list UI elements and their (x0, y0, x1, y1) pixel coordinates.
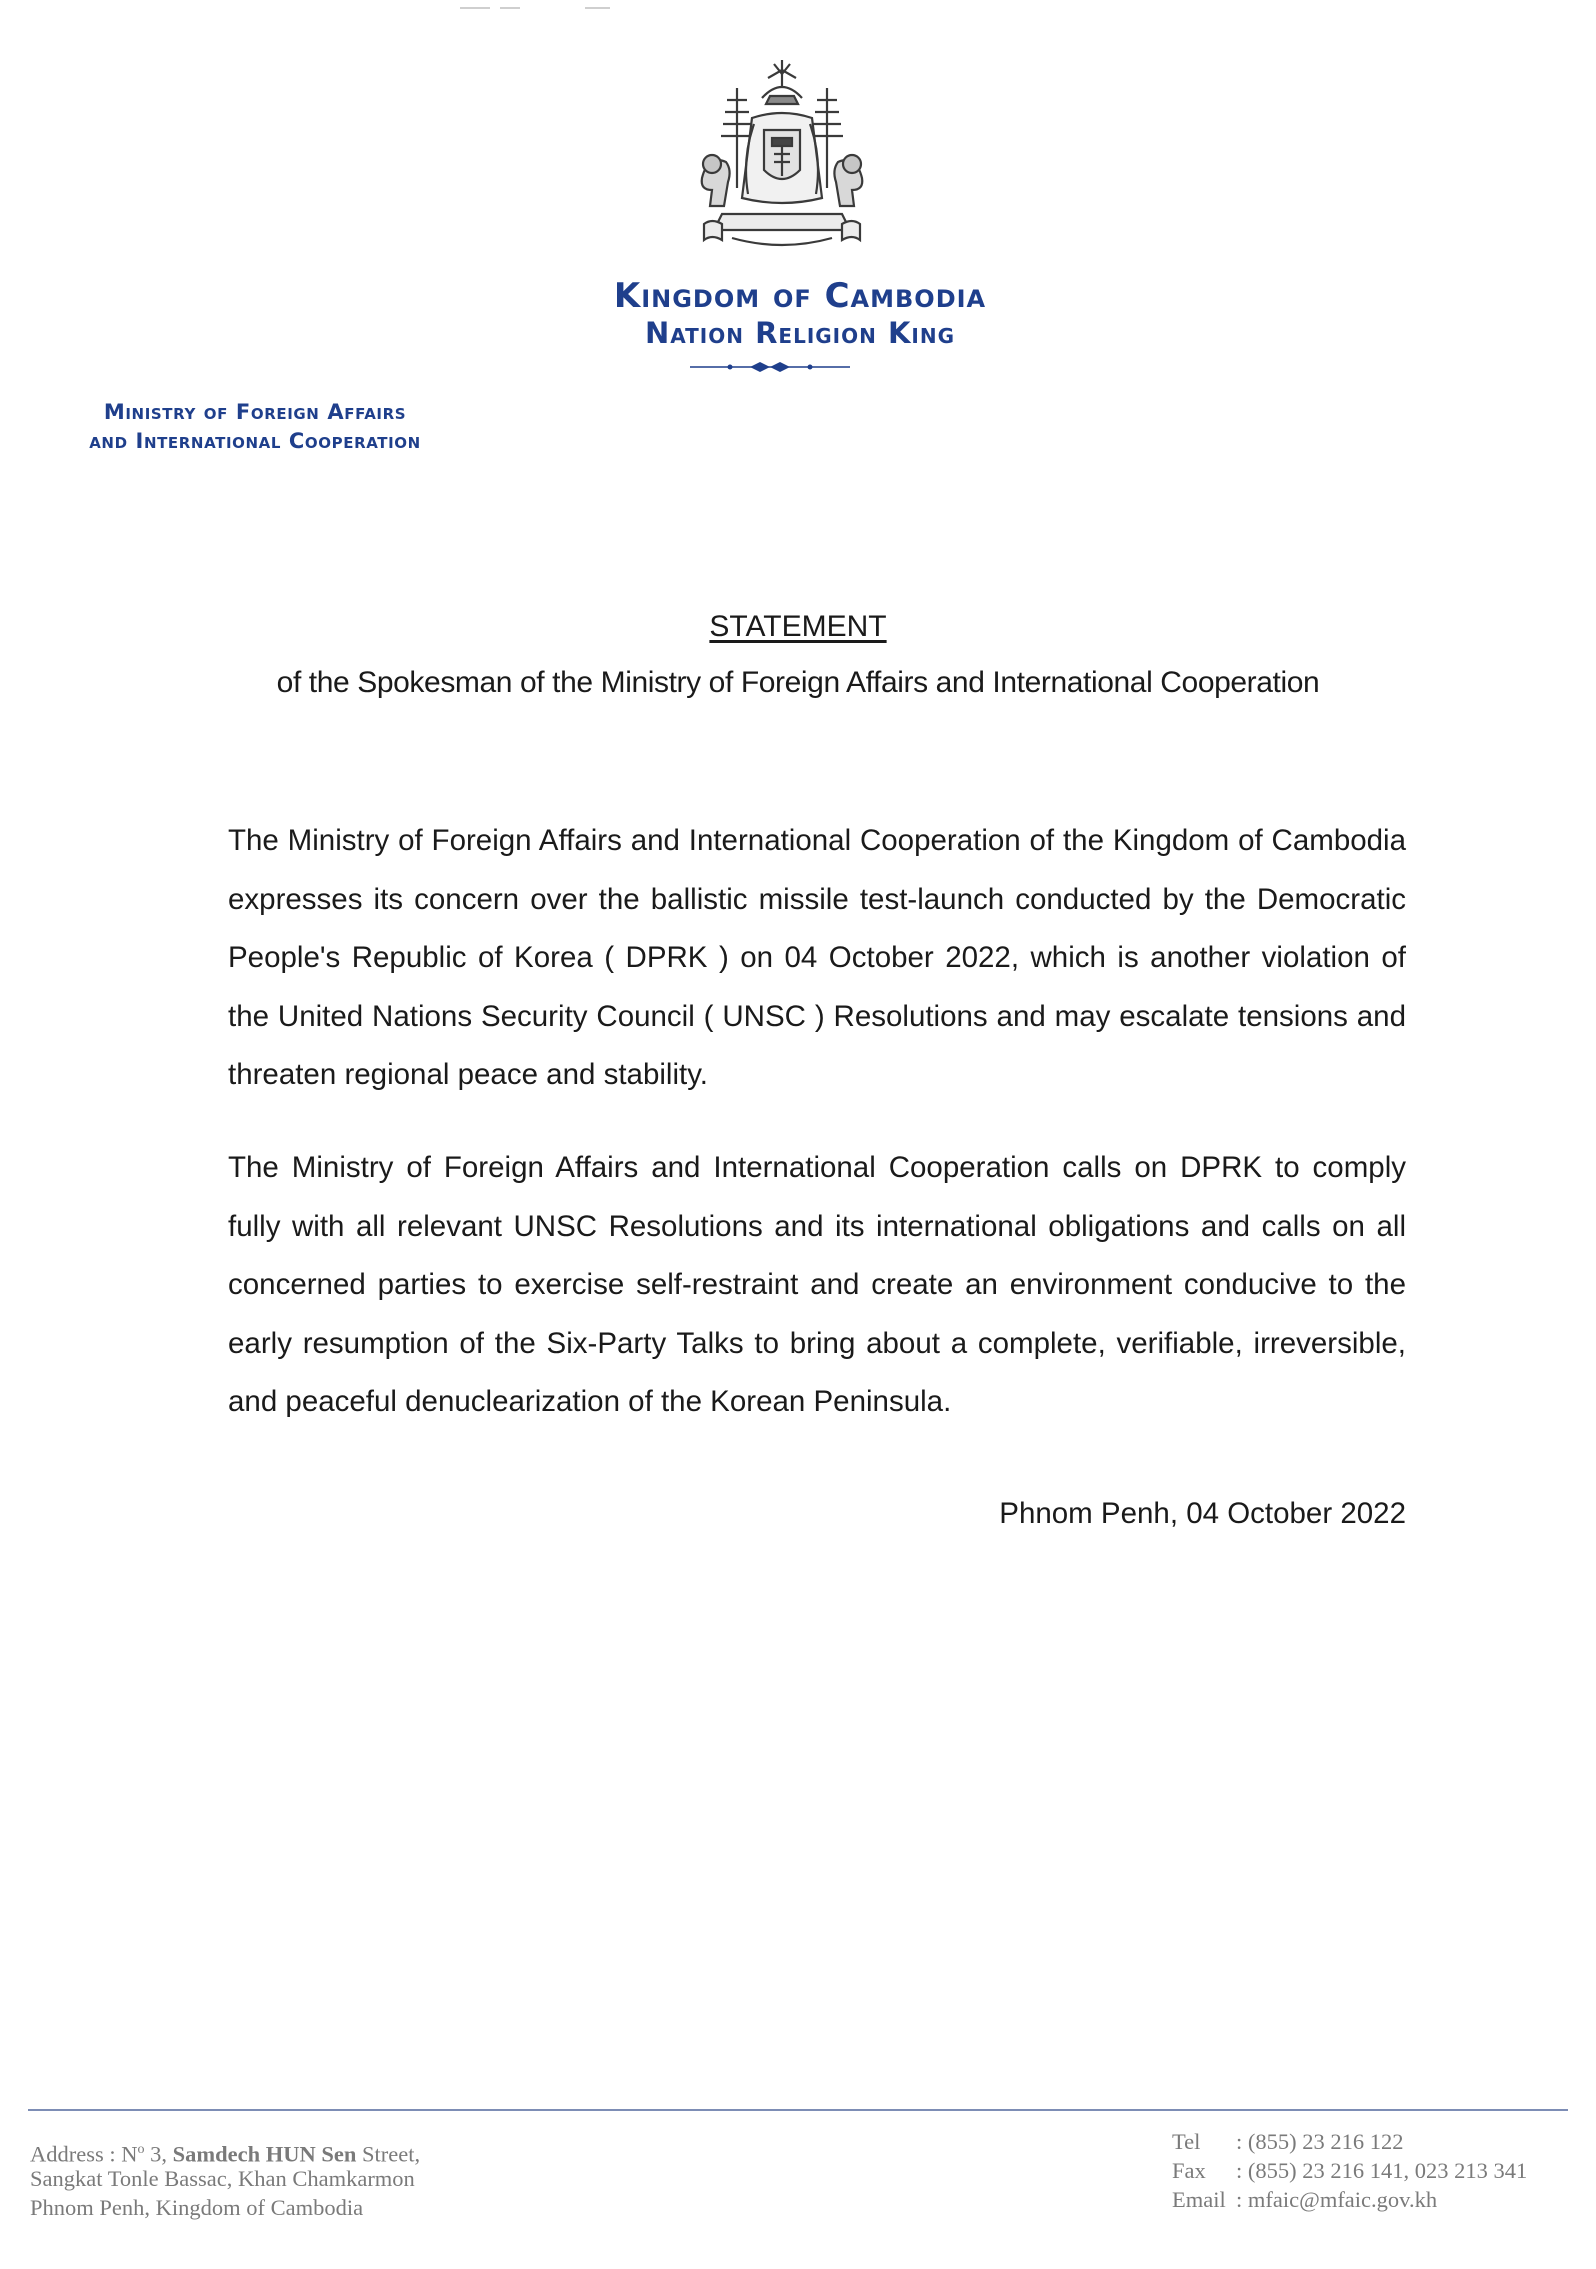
fax-value: : (855) 23 216 141, 023 213 341 (1236, 2158, 1528, 2183)
address-number-sup: o (137, 2142, 145, 2157)
statement-subtitle: of the Spokesman of the Ministry of Foreign Affairs and International Cooperation (276, 666, 1320, 699)
address-label: Address : N (30, 2141, 138, 2167)
email-value: : mfaic@mfaic.gov.kh (1236, 2187, 1438, 2212)
place-and-date: Phnom Penh, 04 October 2022 (999, 1497, 1406, 1530)
tel-label: Tel (1172, 2129, 1201, 2154)
ministry-name-line2: and International Cooperation (89, 429, 421, 453)
contact-email (1172, 2185, 1437, 2214)
fax-label: Fax (1172, 2158, 1206, 2183)
statement-title: STATEMENT (709, 610, 887, 643)
address-street-name: Samdech HUN Sen (172, 2141, 357, 2167)
kingdom-name: Kingdom of Cambodia (613, 276, 987, 316)
ministry-name-line1: Ministry of Foreign Affairs (103, 400, 407, 424)
contact-fax (1172, 2156, 1527, 2185)
ornament-divider-icon (690, 360, 850, 374)
address-number: 3, (144, 2141, 173, 2167)
email-label: Email (1172, 2187, 1226, 2212)
contact-tel (1172, 2127, 1404, 2156)
address-line3: Phnom Penh, Kingdom of Cambodia (30, 2195, 364, 2220)
footer-divider (28, 2109, 1568, 2111)
royal-coat-of-arms-icon (682, 58, 882, 256)
statement-paragraph: The Ministry of Foreign Affairs and International Cooperation calls on DPRK to comply fully with all relevant UNSC Resolutions and its international obligations and calls on all concerned parties to exercise self-restraint and create an environment conducive to the early resumption of the Six-Party Talks to bring about a complete, verifiable, irreversible, and peaceful denuclearization of the Korean Peninsula. (228, 1151, 1406, 1418)
address-line2: Sangkat Tonle Bassac, Khan Chamkarmon (30, 2166, 415, 2191)
national-motto: Nation Religion King (644, 316, 956, 350)
statement-paragraph: The Ministry of Foreign Affairs and International Cooperation of the Kingdom of Cambodia expresses its concern over the ballistic missile test-launch conducted by the Democratic People's Republic of Korea ( DPRK ) on 04 October 2022, which is another violation of the United Nations Security Council ( UNSC ) Resolutions and may escalate tensions and threaten regional peace and stability. (228, 824, 1406, 1091)
scan-marks (450, 0, 620, 6)
tel-value: : (855) 23 216 122 (1236, 2129, 1404, 2154)
address-street-suffix: Street, (356, 2141, 421, 2167)
